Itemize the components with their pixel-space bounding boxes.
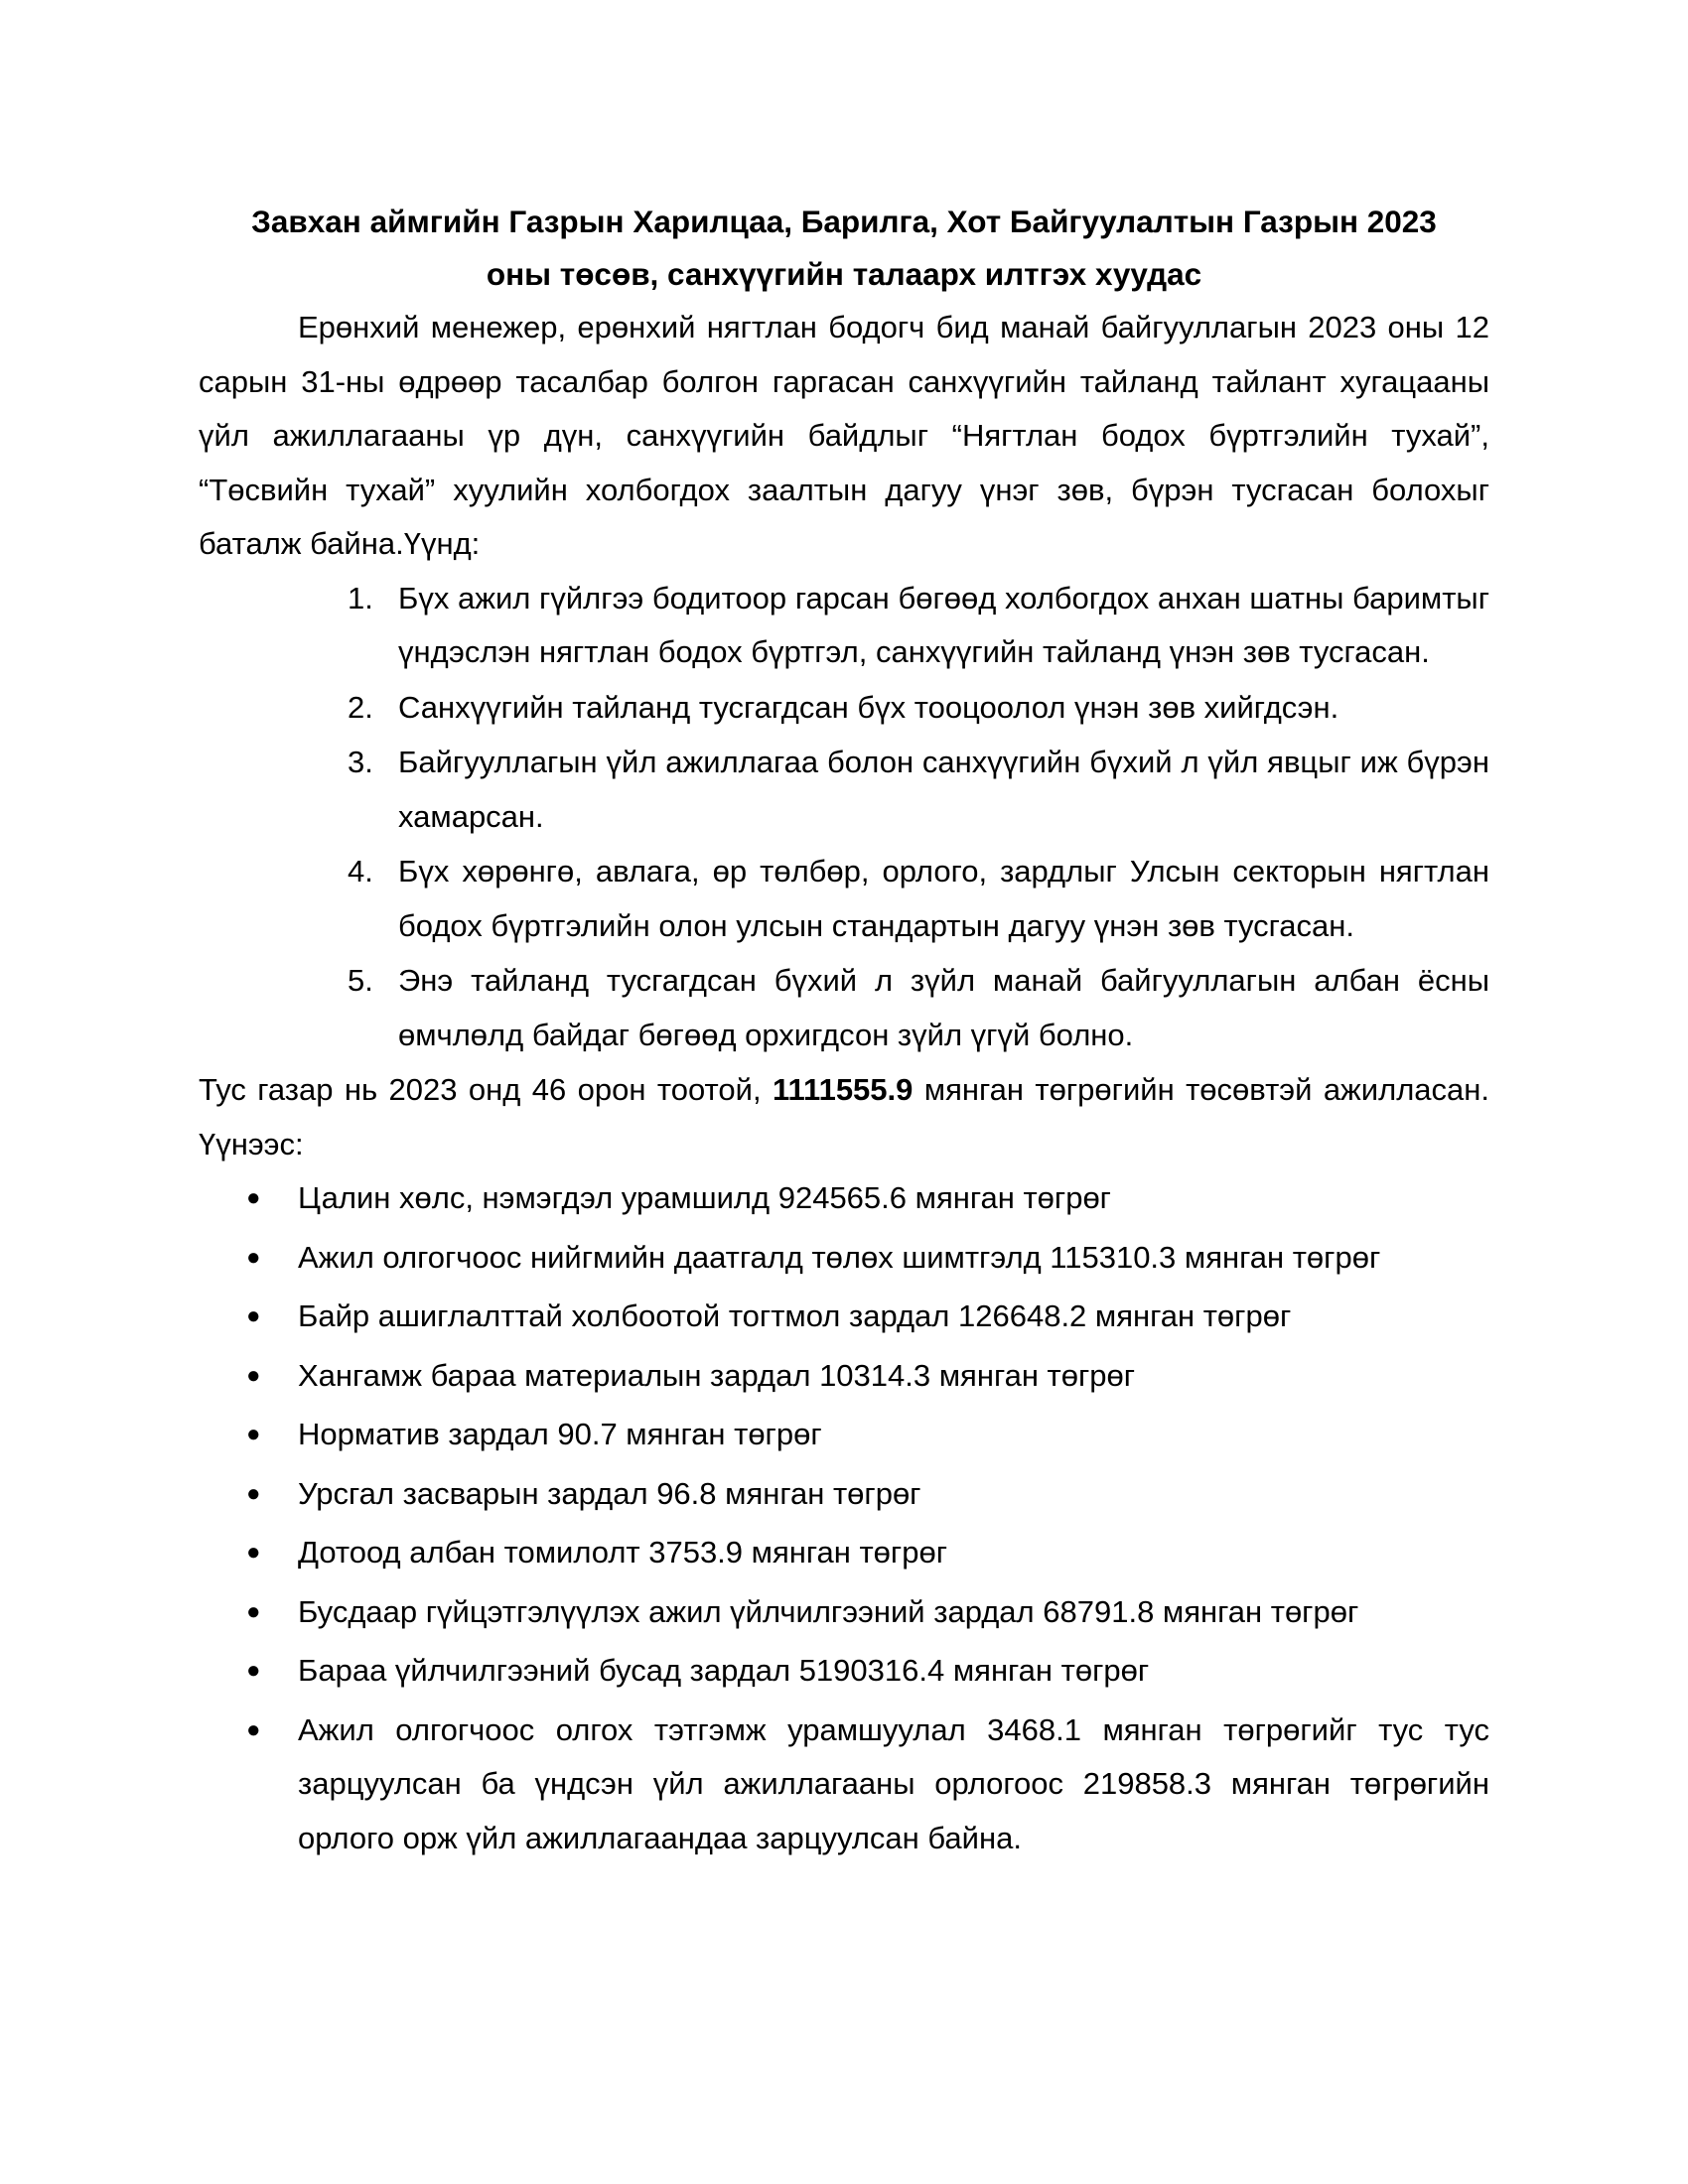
document-title-line-2: оны төсөв, санхүүгийн талаарх илтгэх хуудас (486, 256, 1202, 292)
expense-item (246, 1231, 1489, 1286)
expense-item-text: Дотоод албан томилолт 3753.9 мянган төгрөг (298, 1535, 947, 1570)
budget-total-amount: 1111555.9 (772, 1072, 914, 1107)
bullet-icon: ● (246, 1479, 261, 1507)
expense-item-text: Ажил олгогчоос олгох тэтгэмж урамшуулал 3468.1 мянган төгрөгийг тус тус зарцуулсан ба үндсэн үйл ажиллагааны орлогоос 219858.3 мянган төгрөгийн орлого орж үйл ажиллагаандаа зарцуулсан байна. (298, 1711, 1489, 1855)
declaration-item-text: Бүх ажил гүйлгээ бодитоор гарсан бөгөөд холбогдох анхан шатны баримтыг үндэслэн нягтлан бодох бүртгэл, санхүүгийн тайланд үнэн зөв тусгасан. (398, 580, 1489, 669)
expense-item-text: Норматив зардал 90.7 мянган төгрөг (298, 1417, 822, 1451)
bullet-icon: ● (246, 1657, 261, 1684)
declaration-item (348, 736, 1489, 844)
expense-item-text: Хангамж бараа материалын зардал 10314.3 мянган төгрөг (298, 1357, 1136, 1393)
declaration-item-text: Бүх хөрөнгө, авлага, өр төлбөр, орлого, зардлыг Улсын секторын нягтлан бодох бүртгэлийн олон улсын стандартын дагуу үнэн зөв тусгасан. (398, 854, 1489, 943)
declaration-item-number: 4. (348, 854, 373, 888)
declaration-item-number: 1. (348, 580, 373, 615)
expense-list (199, 1171, 1489, 1865)
document-page (199, 196, 1489, 1870)
expense-item-text: Цалин хөлс, нэмэгдэл урамшилд 924565.6 мянган төгрөг (298, 1180, 1111, 1215)
expense-item-text: Ажил олгогчоос нийгмийн даатгалд төлөх шимтгэлд 115310.3 мянган төгрөг (298, 1239, 1381, 1275)
declaration-item-text: Энэ тайланд тусгагдсан бүхий л зүйл манай байгууллагын албан ёсны өмчлөлд байдаг бөгөөд орхигдсон зүйл үгүй болно. (398, 963, 1489, 1052)
expense-item-text: Бусдаар гүйцэтгэлүүлэх ажил үйлчилгээний зардал 68791.8 мянган төгрөг (298, 1593, 1359, 1629)
expense-item (246, 1290, 1489, 1344)
budget-summary-tail: мянган төгрөгийн төсөвтэй ажилласан. Үүнээс: (199, 1072, 1490, 1161)
bullet-icon: ● (246, 1421, 261, 1447)
bullet-icon: ● (246, 1302, 261, 1329)
expense-item-text: Урсгал засварын зардал 96.8 мянган төгрөг (298, 1475, 921, 1511)
bullet-icon: ● (246, 1184, 261, 1211)
expense-item (246, 1171, 1489, 1226)
declaration-item (348, 572, 1489, 680)
declaration-item-number: 5. (348, 963, 373, 998)
declaration-list (199, 572, 1489, 1063)
bullet-icon: ● (246, 1597, 261, 1625)
declaration-item-text: Байгууллагын үйл ажиллагаа болон санхүүгийн бүхий л үйл явцыг иж бүрэн хамарсан. (398, 745, 1489, 834)
bullet-icon: ● (246, 1539, 261, 1566)
expense-item (246, 1585, 1489, 1640)
declaration-item-number: 3. (348, 745, 373, 779)
expense-item (246, 1526, 1489, 1580)
declaration-item (348, 954, 1489, 1062)
expense-item (246, 1349, 1489, 1404)
bullet-icon: ● (246, 1361, 261, 1389)
bullet-icon: ● (246, 1715, 261, 1743)
declaration-item-text: Санхүүгийн тайланд тусгагдсан бүх тооцоолол үнэн зөв хийгдсэн. (398, 689, 1339, 725)
expense-item-text: Бараа үйлчилгээний бусад зардал 5190316.4 мянган төгрөг (298, 1653, 1150, 1688)
declaration-item-number: 2. (348, 689, 373, 725)
declaration-item (348, 845, 1489, 953)
declaration-item (348, 681, 1489, 736)
budget-summary-lead: Тус газар нь 2023 онд 46 орон тоотой, (199, 1072, 773, 1107)
expense-item (246, 1644, 1489, 1699)
document-title-line-1: Завхан аймгийн Газрын Харилцаа, Барилга, Хот Байгуулалтын Газрын 2023 (251, 204, 1437, 239)
bullet-icon: ● (246, 1243, 261, 1271)
expense-item (246, 1467, 1489, 1522)
document-title (199, 196, 1489, 301)
intro-paragraph: Ерөнхий менежер, ерөнхий нягтлан бодогч бид манай байгууллагын 2023 оны 12 сарын 31-ны өдрөөр тасалбар болгон гаргасан санхүүгийн тайланд тайлант хугацааны үйл ажиллагааны үр дүн, санхүүгийн байдлыг “Нягтлан бодох бүртгэлийн тухай”, “Төсвийн тухай” хуулийн холбогдох заалтын дагуу үнэг зөв, бүрэн тусгасан болохыг баталж байна.Үүнд: (199, 310, 1489, 561)
budget-summary-paragraph (199, 1063, 1489, 1171)
expense-item-text: Байр ашиглалттай холбоотой тогтмол зардал 126648.2 мянган төгрөг (298, 1298, 1292, 1333)
expense-item (246, 1704, 1489, 1866)
expense-item (246, 1408, 1489, 1462)
